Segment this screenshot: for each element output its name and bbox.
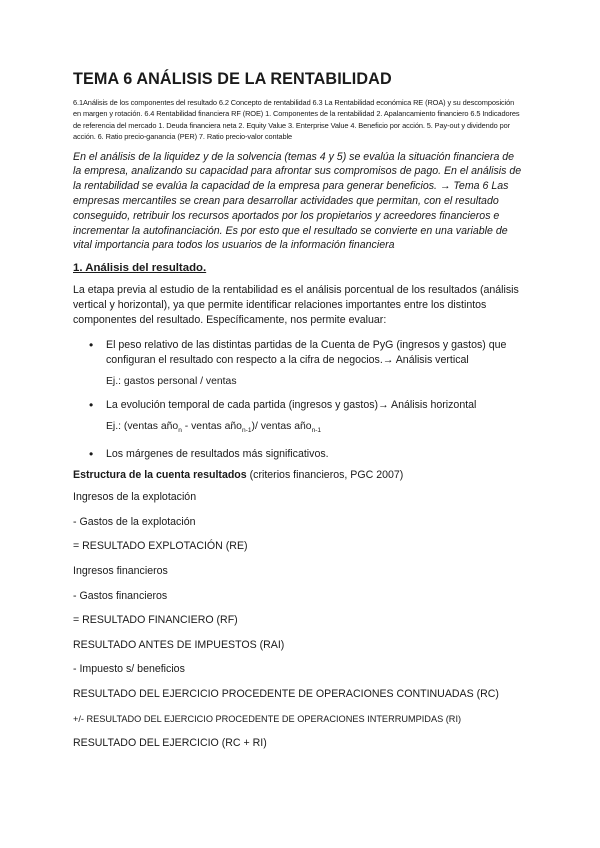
statement-line: RESULTADO ANTES DE IMPUESTOS (RAI) (73, 638, 285, 651)
statement-line: Ingresos financieros (73, 565, 168, 578)
section-heading: 1. Análisis del resultado. (73, 262, 207, 275)
statement-line: Ingresos de la explotación (73, 491, 197, 504)
list-item (106, 447, 523, 462)
example-formula: Ej.: (ventas año$_n$ - ventas año$_{n-1}$)/ ventas año$_{n-1}$ (106, 421, 322, 435)
statement-line: - Impuesto s/ beneficios (73, 663, 185, 676)
bullet-list (73, 338, 523, 462)
statement-line: - Gastos de la explotación (73, 515, 196, 528)
document-page (73, 70, 523, 762)
bullet-text: La evolución temporal de cada partida (ingresos y gastos)→ Análisis horizontal (106, 399, 477, 412)
page-title: TEMA 6 ANÁLISIS DE LA RENTABILIDAD (73, 70, 392, 88)
statement-line: +/- RESULTADO DEL EJERCICIO PROCEDENTE DE OPERACIONES INTERRUMPIDAS (RI) (73, 713, 462, 724)
statement-line: - Gastos financieros (73, 589, 168, 602)
bullet-text: Los márgenes de resultados más significativos. (106, 448, 329, 461)
statement-line: RESULTADO DEL EJERCICIO PROCEDENTE DE OPERACIONES CONTINUADAS (RC) (73, 688, 499, 701)
income-statement-structure (73, 491, 523, 750)
section-paragraph: La etapa previa al estudio de la rentabilidad es el análisis porcentual de los resultados (análisis vertical y horizontal), ya que permite identificar relaciones importantes entre los distintos componentes del resultado. Específicamente, nos permite evaluar: (73, 284, 519, 327)
statement-line: RESULTADO DEL EJERCICIO (RC + RI) (73, 737, 267, 750)
bullet-text: El peso relativo de las distintas partidas de la Cuenta de PyG (ingresos y gastos) que configuran el resultado con respecto a la cifra de negocios.→ Análisis vertical (106, 339, 507, 367)
example-text: Ej.: gastos personal / ventas (106, 376, 237, 388)
list-item (106, 338, 523, 389)
statement-line: = RESULTADO EXPLOTACIÓN (RE) (73, 540, 248, 553)
statement-line: = RESULTADO FINANCIERO (RF) (73, 614, 238, 627)
structure-title: Estructura de la cuenta resultados (criterios financieros, PGC 2007) (73, 469, 404, 482)
list-item (106, 398, 523, 438)
table-of-contents: 6.1Análisis de los componentes del resultado 6.2 Concepto de rentabilidad 6.3 La Rentabilidad económica RE (ROA) y su descomposición en margen y rotación. 6.4 Rentabilidad financiera RF (ROE) 1. Componentes de la rentabilidad 2. Apalancamiento financiero 6.5 Indicadores de referencia del mercado 1. Deuda financiera neta 2. Equity Value 3. Enterprise Value 4. Beneficio por acción. 5. Pay-out y dividendo por acción. 6. Ratio precio-ganancia (PER) 7. Ratio precio-valor contable (73, 98, 520, 142)
intro-paragraph: En el análisis de la liquidez y de la solvencia (temas 4 y 5) se evalúa la situación financiera de la empresa, analizando su capacidad para afrontar sus compromisos de pago. En el análisis de la rentabilidad se evalúa la capacidad de la empresa para generar beneficios. → Tema 6 Las empresas mercantiles se crean para desarrollar actividades que permitan, con el resultado conseguido, retribuir los recursos aportados por los propietarios y acreedores financieros e incrementar la autofinanciación. Es por esto que el resultado se convierte en una variable de vital importancia para todos los usuarios de la información financiera (73, 150, 522, 252)
